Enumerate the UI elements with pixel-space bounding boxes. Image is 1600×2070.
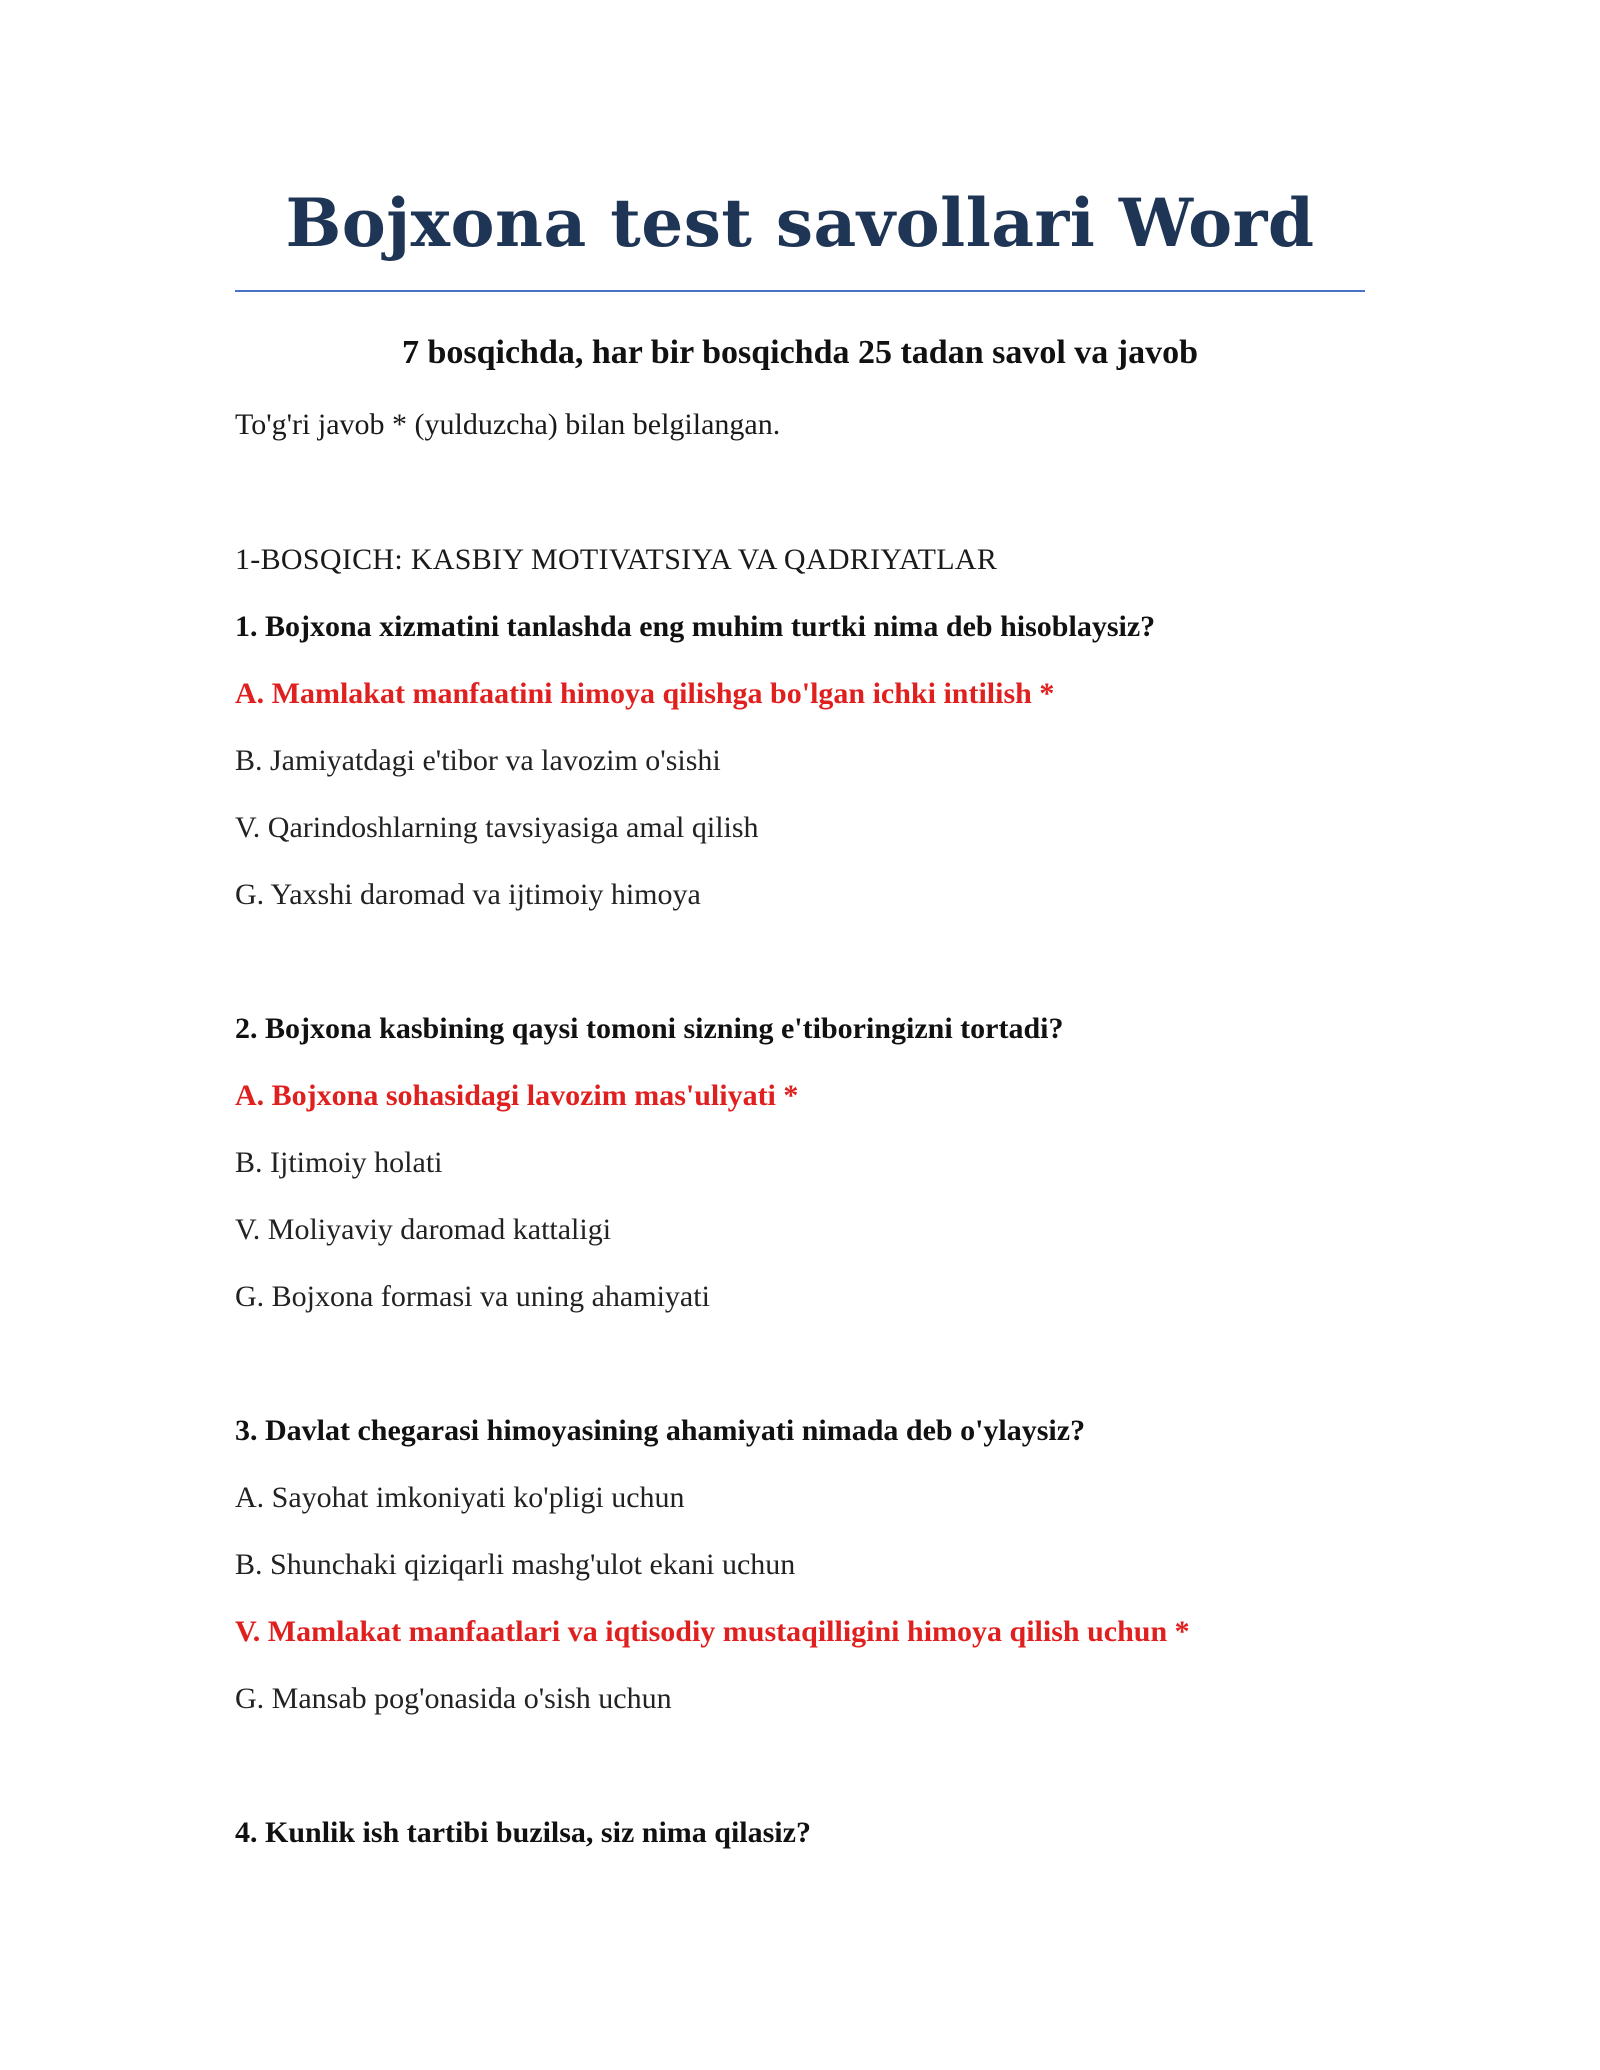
answer-option: B. Jamiyatdagi e'tibor va lavozim o'sishi [235, 744, 721, 777]
answer-option: A. Sayohat imkoniyati ko'pligi uchun [235, 1481, 685, 1514]
question-text: 2. Bojxona kasbining qaysi tomoni sizning e'tiboringizni tortadi? [235, 1012, 1064, 1045]
answer-option: G. Bojxona formasi va uning ahamiyati [235, 1280, 710, 1313]
title-underline [235, 290, 1365, 292]
answer-option-correct: V. Mamlakat manfaatlari va iqtisodiy mustaqilligini himoya qilish uchun * [235, 1615, 1190, 1648]
answer-option: B. Ijtimoiy holati [235, 1146, 443, 1179]
answer-option: V. Qarindoshlarning tavsiyasiga amal qilish [235, 811, 759, 844]
answer-option: G. Yaxshi daromad va ijtimoiy himoya [235, 878, 701, 911]
answer-option: B. Shunchaki qiziqarli mashg'ulot ekani uchun [235, 1548, 796, 1581]
answer-option: G. Mansab pog'onasida o'sish uchun [235, 1682, 672, 1715]
section-heading: 1-BOSQICH: KASBIY MOTIVATSIYA VA QADRIYATLAR [235, 543, 998, 576]
answer-option-correct: A. Mamlakat manfaatini himoya qilishga bo'lgan ichki intilish * [235, 677, 1055, 710]
answer-option-correct: A. Bojxona sohasidagi lavozim mas'uliyati * [235, 1079, 799, 1112]
question-text: 1. Bojxona xizmatini tanlashda eng muhim turtki nima deb hisoblaysiz? [235, 610, 1156, 643]
question-text: 3. Davlat chegarasi himoyasining ahamiyati nimada deb o'ylaysiz? [235, 1414, 1086, 1447]
document-title: Bojxona test savollari Word [285, 184, 1315, 262]
answer-option: V. Moliyaviy daromad kattaligi [235, 1213, 612, 1246]
question-text: 4. Kunlik ish tartibi buzilsa, siz nima qilasiz? [235, 1816, 811, 1849]
document-subtitle: 7 bosqichda, har bir bosqichda 25 tadan savol va javob [401, 334, 1199, 371]
answer-key-note: To'g'ri javob * (yulduzcha) bilan belgilangan. [235, 408, 781, 441]
